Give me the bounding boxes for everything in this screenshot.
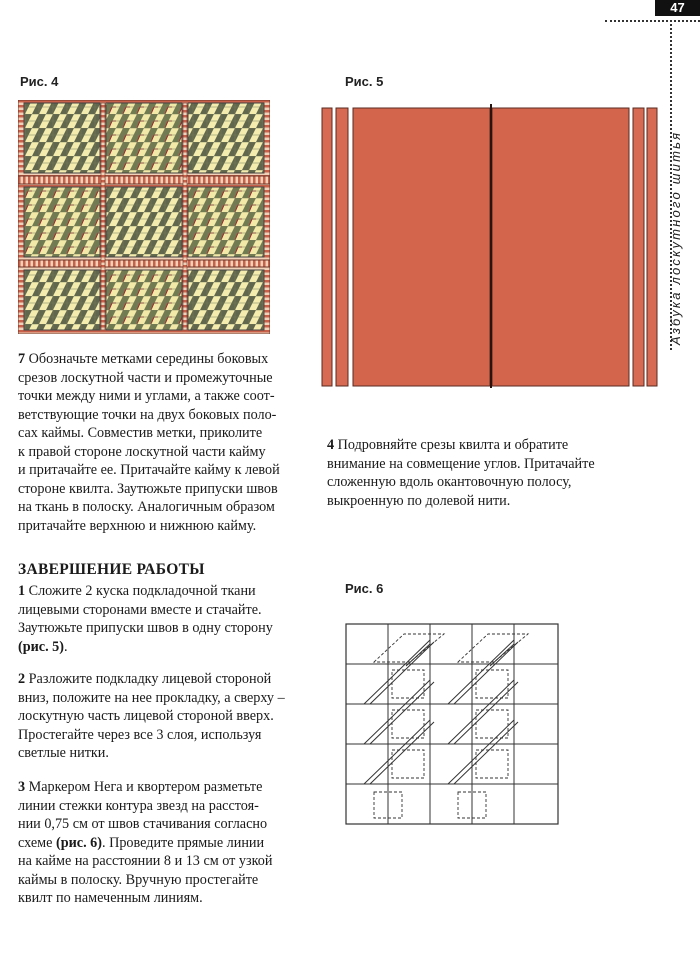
step1-line	[18, 638, 318, 657]
step3-line	[18, 834, 318, 853]
finish-step2	[18, 670, 318, 763]
step4-line: сложенную вдоль окантовочную полосу,	[327, 474, 572, 490]
step3-line: нии 0,75 см от швов стачивания согласно	[18, 816, 268, 832]
step4-line	[327, 436, 647, 455]
step3-line4-post: . Проведите прямые линии	[101, 834, 265, 851]
section-heading: ЗАВЕРШЕНИЕ РАБОТЫ	[18, 561, 205, 578]
step7-line: сах каймы. Совместив метки, приколите	[18, 425, 263, 441]
step7-line-text: Обозначьте метками середины боковых	[28, 351, 269, 367]
fig5-reference: (рис. 5)	[18, 638, 64, 655]
step3-line4-pre: схеме	[18, 834, 56, 851]
step7-line	[18, 350, 318, 369]
step7-line: стороне квилта. Заутюжьте припуски швов	[18, 480, 278, 497]
fig6-label: Рис. 6	[345, 581, 384, 596]
step3-line: линии стежки контура звезд на расстоя-	[18, 797, 259, 814]
step1-number: 1	[18, 583, 26, 599]
page-number: 47	[655, 0, 700, 16]
step2-line: вниз, положите на нее прокладку, а сверху –	[18, 689, 285, 706]
step3-line	[18, 778, 318, 797]
fig6-quilting-scheme	[344, 622, 562, 833]
step4-paragraph	[327, 436, 647, 510]
step7-line: срезов лоскутной части и промежуточные	[18, 369, 273, 386]
step3-line-text: Маркером Нега и квортером разметьте	[28, 779, 263, 795]
step7-line: притачайте верхнюю и нижнюю кайму.	[18, 517, 257, 534]
fig6-reference: (рис. 6)	[55, 834, 102, 851]
fig5-label: Рис. 5	[345, 74, 384, 89]
fig4-illustration	[18, 100, 270, 334]
step3-line: квилт по намеченным линиям.	[18, 890, 203, 906]
running-title: Азбука лоскутного шитья	[668, 130, 683, 345]
step4-line-text: Подровняйте срезы квилта и обратите	[337, 437, 569, 453]
step2-line: Простегайте через все 3 слоя, используя	[18, 726, 262, 743]
step2-line-text: Разложите подкладку лицевой стороной	[28, 671, 272, 687]
fig5-backing	[320, 104, 660, 394]
header-dotted-rule	[605, 20, 700, 22]
step3-number: 3	[18, 779, 26, 795]
step3-line: каймы в полоску. Вручную простегайте	[18, 871, 259, 888]
step1-ref-tail: .	[64, 638, 68, 655]
step7-number: 7	[18, 351, 26, 367]
step7-line: точки между ними и углами, а также соот-	[18, 388, 275, 404]
step7-line: ветствующие точки на двух боковых поло-	[18, 406, 277, 423]
step1-line: лицевыми сторонами вместе и стачайте.	[18, 601, 262, 618]
step2-line	[18, 670, 318, 689]
finish-step3	[18, 778, 318, 908]
step4-line: выкроенную по долевой нити.	[327, 492, 511, 509]
step2-line: светлые нитки.	[18, 745, 109, 761]
step7-paragraph	[18, 350, 318, 535]
fig4-quilt-top	[18, 100, 270, 334]
step4-number: 4	[327, 437, 335, 453]
fig5-illustration	[320, 104, 660, 389]
step1-line: Заутюжьте припуски швов в одну сторону	[18, 620, 273, 636]
step2-number: 2	[18, 671, 26, 687]
step1-line	[18, 582, 318, 601]
step2-line: лоскутную часть лицевой стороной вверх.	[18, 708, 274, 724]
fig4-label: Рис. 4	[20, 74, 59, 89]
step7-line: к правой стороне лоскутной части кайму	[18, 443, 266, 460]
step7-line: и притачайте ее. Притачайте кайму к левой	[18, 462, 280, 478]
step3-line: на кайме на расстоянии 8 и 13 см от узкой	[18, 853, 273, 869]
step1-line-text: Сложите 2 куска подкладочной ткани	[28, 583, 256, 599]
fig6-illustration	[344, 622, 562, 828]
finish-step1	[18, 582, 318, 656]
step4-line: внимание на совмещение углов. Притачайте	[327, 455, 595, 472]
step7-line: на ткань в полоску. Аналогичным образом	[18, 499, 275, 515]
